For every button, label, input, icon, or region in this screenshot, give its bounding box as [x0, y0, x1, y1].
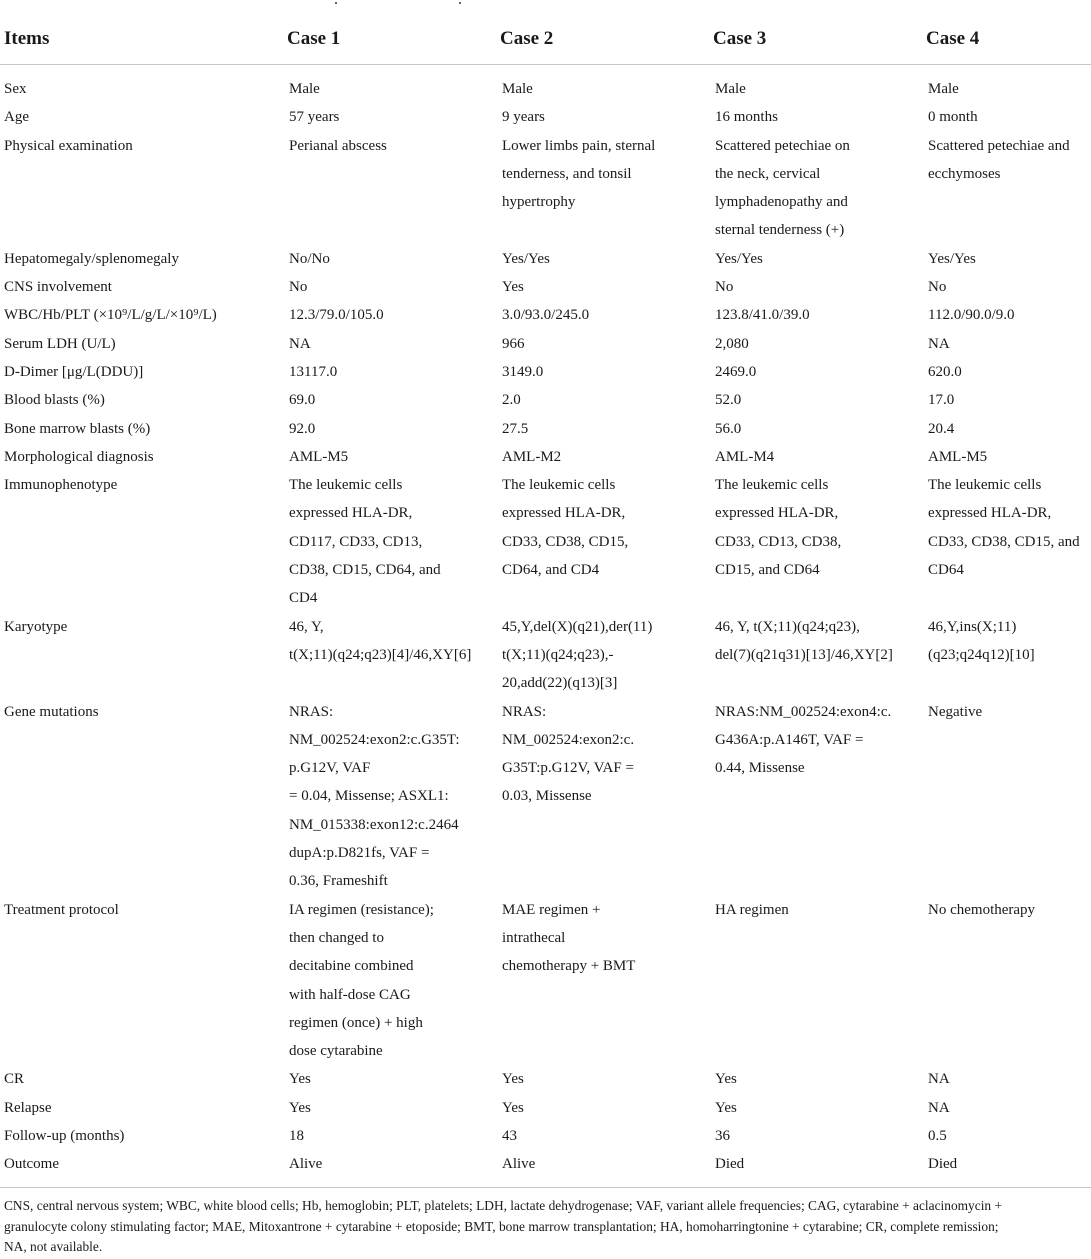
cell-case-4: 46,Y,ins(X;11) (q23;q24q12)[10] [928, 618, 1035, 663]
cell-case-1: IA regimen (resistance); then changed to decitabine combined with half-dose CAG regimen (once) + high dose cytarabine [289, 901, 434, 1060]
cell-case-1: Perianal abscess [289, 137, 387, 154]
row-item-label: Immunophenotype [4, 477, 118, 494]
table-row [0, 613, 1091, 698]
cell-case-4: NA [928, 1071, 950, 1088]
cell-case-3: HA regimen [715, 901, 789, 918]
table-row [0, 698, 1091, 896]
table-header [0, 18, 1091, 65]
cell-case-4: 112.0/90.0/9.0 [928, 307, 1015, 324]
cell-case-2: Yes [502, 279, 524, 296]
header-case-2: Case 2 [496, 18, 709, 65]
cell-case-2: Yes/Yes [502, 250, 550, 267]
table-row [0, 65, 1091, 104]
table-body [0, 65, 1091, 1188]
table-row [0, 358, 1091, 386]
table-row [0, 471, 1091, 612]
cell-case-2: 3149.0 [502, 363, 544, 380]
edge-mark [335, 2, 337, 4]
cell-case-3: Died [709, 1150, 922, 1187]
table-row [0, 896, 1091, 1066]
cell-case-4: Male [928, 81, 959, 97]
cell-case-3: Yes [715, 1071, 737, 1088]
header-items: Items [0, 18, 283, 65]
cell-case-2: 45,Y,del(X)(q21),der(11) t(X;11)(q24;q23),- 20,add(22)(q13)[3] [502, 618, 653, 692]
header-row [0, 18, 1091, 65]
header-case-3: Case 3 [709, 18, 922, 65]
cell-case-1: 18 [289, 1127, 304, 1144]
cell-case-4: AML-M5 [928, 448, 988, 465]
cell-case-2: AML-M2 [502, 448, 562, 465]
cell-case-1: 57 years [289, 109, 340, 126]
header-case-4: Case 4 [922, 18, 1091, 65]
cell-case-1: NA [289, 335, 311, 352]
row-item-label: Bone marrow blasts (%) [4, 420, 151, 437]
cell-case-3: Scattered petechiae on the neck, cervical lymphadenopathy and sternal tenderness (+) [715, 137, 850, 239]
row-item-label: Blood blasts (%) [4, 392, 105, 409]
cell-case-3: 56.0 [715, 420, 742, 437]
cell-case-3: NRAS:NM_002524:exon4:c. G436A:p.A146T, VAF = 0.44, Missense [715, 703, 892, 777]
cell-case-1: 92.0 [289, 420, 316, 437]
table-row [0, 103, 1091, 131]
table-row [0, 273, 1091, 301]
cell-case-1: No [289, 279, 308, 296]
table-row [0, 330, 1091, 358]
row-item-label: Physical examination [4, 137, 133, 154]
cell-case-2: 43 [502, 1127, 517, 1144]
cell-case-4: Yes/Yes [928, 250, 976, 267]
cell-case-1: 46, Y, t(X;11)(q24;q23)[4]/46,XY[6] [289, 618, 472, 663]
cell-case-1: Alive [283, 1150, 496, 1187]
cell-case-1: No/No [289, 250, 330, 267]
cell-case-4: No [928, 279, 947, 296]
cell-case-3: No [715, 279, 734, 296]
table-row [0, 301, 1091, 329]
row-item-label: Age [4, 109, 29, 126]
cell-case-1: AML-M5 [289, 448, 349, 465]
table-row [0, 245, 1091, 273]
table-row [0, 132, 1091, 245]
row-item-label: D-Dimer [μg/L(DDU)] [4, 363, 144, 380]
row-item-label: Hepatomegaly/splenomegaly [4, 250, 179, 267]
cell-case-2: 9 years [502, 109, 545, 126]
cell-case-3: AML-M4 [715, 448, 775, 465]
row-item-label: WBC/Hb/PLT (×10⁹/L/g/L/×10⁹/L) [4, 307, 217, 324]
cell-case-2: Yes [502, 1071, 524, 1088]
cell-case-4: 0.5 [928, 1127, 947, 1144]
cell-case-2: MAE regimen + intrathecal chemotherapy + BMT [502, 901, 636, 975]
cell-case-3: 2469.0 [715, 363, 757, 380]
cell-case-2: 3.0/93.0/245.0 [502, 307, 590, 324]
cell-case-3: Yes [715, 1099, 737, 1116]
table-row [0, 443, 1091, 471]
row-item-label: Morphological diagnosis [4, 448, 154, 465]
table-row [0, 1065, 1091, 1093]
cell-case-4: NA [928, 1099, 950, 1116]
cell-case-1: The leukemic cells expressed HLA-DR, CD117, CD33, CD13, CD38, CD15, CD64, and CD4 [289, 477, 441, 607]
row-item-label: CNS involvement [4, 279, 112, 296]
header-case-1: Case 1 [283, 18, 496, 65]
row-item-label: Gene mutations [4, 703, 99, 720]
cell-case-4: The leukemic cells expressed HLA-DR, CD33, CD38, CD15, and CD64 [928, 477, 1080, 579]
cell-case-4: Died [922, 1150, 1091, 1187]
cell-case-1: Yes [289, 1071, 311, 1088]
cell-case-2: The leukemic cells expressed HLA-DR, CD33, CD38, CD15, CD64, and CD4 [502, 477, 629, 579]
table-footnote: CNS, central nervous system; WBC, white blood cells; Hb, hemoglobin; PLT, platelets; LDH, lactate dehydrogenase; VAF, variant allele frequencies; CAG, cytarabine + aclacinomycin + granulocyte colony stimulating factor; MAE, Mitoxantrone + cytarabine + etoposide; BMT, bone marrow transplantation; HA, homoharringtonine + cytarabine; CR, complete remission; NA, not available. [4, 1198, 1003, 1254]
row-item-label: Follow-up (months) [4, 1127, 125, 1144]
cell-case-1: NRAS: NM_002524:exon2:c.G35T: p.G12V, VAF = 0.04, Missense; ASXL1: NM_015338:exon12:c.2464 dupA:p.D821fs, VAF = 0.36, Frameshift [289, 703, 460, 890]
top-edge-marks [0, 0, 1091, 8]
cell-case-2: Alive [496, 1150, 709, 1187]
table-row [0, 386, 1091, 414]
cell-case-3: Male [715, 81, 746, 97]
row-item-label: Outcome [0, 1150, 283, 1187]
cell-case-3: 52.0 [715, 392, 742, 409]
table-row [0, 1122, 1091, 1150]
cell-case-4: 17.0 [928, 392, 955, 409]
cell-case-2: Yes [502, 1099, 524, 1116]
cell-case-4: NA [928, 335, 950, 352]
cell-case-2: 966 [502, 335, 525, 352]
cell-case-3: 16 months [715, 109, 778, 126]
row-item-label: Karyotype [4, 618, 68, 635]
cell-case-3: The leukemic cells expressed HLA-DR, CD33, CD13, CD38, CD15, and CD64 [715, 477, 842, 579]
cell-case-1: 13117.0 [289, 363, 338, 380]
cell-case-4: 0 month [928, 109, 978, 126]
cell-case-2: Lower limbs pain, sternal tenderness, and tonsil hypertrophy [502, 137, 656, 211]
cell-case-1: Male [289, 81, 320, 97]
cell-case-4: 20.4 [928, 420, 955, 437]
table-row [0, 1094, 1091, 1122]
cell-case-4: 620.0 [928, 363, 962, 380]
cell-case-2: 2.0 [502, 392, 521, 409]
cell-case-4: No chemotherapy [928, 901, 1036, 918]
table-row [0, 1150, 1091, 1187]
cell-case-2: NRAS: NM_002524:exon2:c. G35T:p.G12V, VAF = 0.03, Missense [502, 703, 635, 805]
cell-case-3: 36 [715, 1127, 730, 1144]
cell-case-2: Male [502, 81, 533, 97]
row-item-label: Sex [4, 81, 27, 97]
edge-mark [459, 2, 461, 4]
cell-case-2: 27.5 [502, 420, 529, 437]
row-item-label: Relapse [4, 1099, 52, 1116]
row-item-label: CR [4, 1071, 25, 1088]
table-row [0, 415, 1091, 443]
cell-case-3: 123.8/41.0/39.0 [715, 307, 810, 324]
cell-case-4: Scattered petechiae and ecchymoses [928, 137, 1070, 182]
cell-case-1: Yes [289, 1099, 311, 1116]
row-item-label: Serum LDH (U/L) [4, 335, 116, 352]
case-comparison-table [0, 18, 1091, 1188]
cell-case-3: Yes/Yes [715, 250, 763, 267]
cell-case-4: Negative [928, 703, 983, 720]
cell-case-1: 69.0 [289, 392, 316, 409]
cell-case-3: 46, Y, t(X;11)(q24;q23), del(7)(q21q31)[13]/46,XY[2] [715, 618, 893, 663]
row-item-label: Treatment protocol [4, 901, 119, 918]
cell-case-1: 12.3/79.0/105.0 [289, 307, 384, 324]
cell-case-3: 2,080 [715, 335, 749, 352]
